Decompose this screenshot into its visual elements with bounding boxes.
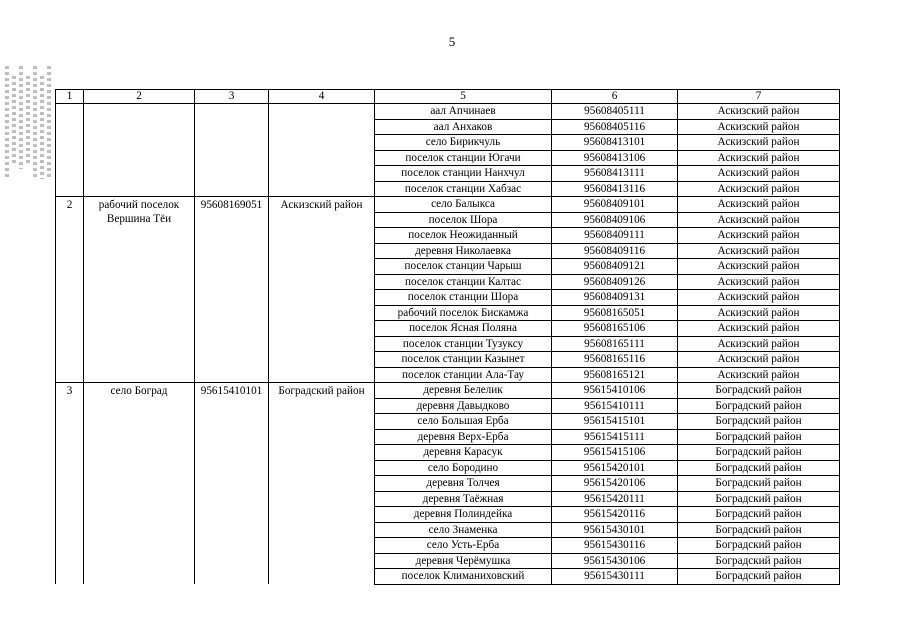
group-oktmo-code: 95615410101 [195,383,269,585]
settlement-cell: поселок станции Хабзас [375,181,552,197]
district-cell: Боградский район [678,553,840,569]
district-cell: Боградский район [678,522,840,538]
district-cell: Боградский район [678,414,840,430]
code-cell: 95615415106 [552,445,678,461]
settlement-cell: село Балыкса [375,197,552,213]
settlement-cell: село Знаменка [375,522,552,538]
table-row [56,104,840,120]
district-cell: Аскизский район [678,104,840,120]
code-cell: 95615430116 [552,538,678,554]
district-cell: Боградский район [678,429,840,445]
code-cell: 95608165121 [552,367,678,383]
code-cell: 95615430101 [552,522,678,538]
district-cell: Боградский район [678,491,840,507]
settlement-cell: поселок станции Казынет [375,352,552,368]
district-cell: Аскизский район [678,181,840,197]
settlement-cell: село Бородино [375,460,552,476]
group-number: 2 [56,197,84,383]
code-cell: 95615430106 [552,553,678,569]
district-cell: Аскизский район [678,352,840,368]
settlement-cell: поселок Ясная Поляна [375,321,552,337]
group-district: Боградский район [269,383,375,585]
district-cell: Боградский район [678,569,840,585]
district-cell: Аскизский район [678,150,840,166]
code-cell: 95608405111 [552,104,678,120]
code-cell: 95608409111 [552,228,678,244]
header-cell-6: 6 [552,90,678,104]
group-number [56,104,84,197]
header-cell-2: 2 [84,90,195,104]
group-settlement-name: село Боград [84,383,195,585]
code-cell: 95608165051 [552,305,678,321]
settlement-cell: аал Апчинаев [375,104,552,120]
settlement-cell: поселок Климаниховский [375,569,552,585]
code-cell: 95608413106 [552,150,678,166]
district-cell: Боградский район [678,476,840,492]
district-cell: Аскизский район [678,259,840,275]
code-cell: 95615420101 [552,460,678,476]
margin-stamp-image [5,66,51,178]
district-cell: Аскизский район [678,119,840,135]
code-cell: 95608409101 [552,197,678,213]
settlement-cell: деревня Давыдково [375,398,552,414]
group-settlement-name [84,104,195,197]
settlement-cell: село Бирикчуль [375,135,552,151]
settlement-cell: деревня Таёжная [375,491,552,507]
table-row [56,383,840,399]
code-cell: 95608409126 [552,274,678,290]
code-cell: 95615410106 [552,383,678,399]
settlement-cell: аал Анхаков [375,119,552,135]
group-district: Аскизский район [269,197,375,383]
settlement-cell: поселок Неожиданный [375,228,552,244]
code-cell: 95608165111 [552,336,678,352]
table-body [56,104,840,585]
code-cell: 95608413101 [552,135,678,151]
header-cell-3: 3 [195,90,269,104]
district-cell: Аскизский район [678,228,840,244]
district-cell: Боградский район [678,507,840,523]
district-cell: Аскизский район [678,212,840,228]
district-cell: Боградский район [678,460,840,476]
settlement-cell: рабочий поселок Бискамжа [375,305,552,321]
code-cell: 95615415101 [552,414,678,430]
settlement-cell: деревня Толчея [375,476,552,492]
settlement-cell: деревня Белелик [375,383,552,399]
settlement-cell: поселок станции Калтас [375,274,552,290]
code-cell: 95608409131 [552,290,678,306]
district-cell: Аскизский район [678,135,840,151]
district-cell: Боградский район [678,538,840,554]
code-cell: 95615420116 [552,507,678,523]
group-settlement-name: рабочий поселок Вершина Тёи [84,197,195,383]
page-number: 5 [448,34,456,49]
district-cell: Аскизский район [678,274,840,290]
district-cell: Аскизский район [678,243,840,259]
code-cell: 95615420111 [552,491,678,507]
header-row [56,90,840,104]
district-cell: Боградский район [678,445,840,461]
settlements-table [55,89,840,585]
settlement-cell: село Усть-Ерба [375,538,552,554]
settlement-cell: поселок станции Тузуксу [375,336,552,352]
code-cell: 95615415111 [552,429,678,445]
settlement-cell: деревня Николаевка [375,243,552,259]
code-cell: 95608405116 [552,119,678,135]
district-cell: Аскизский район [678,290,840,306]
settlement-cell: деревня Полиндейка [375,507,552,523]
settlement-cell: поселок станции Ала-Тау [375,367,552,383]
district-cell: Аскизский район [678,166,840,182]
code-cell: 95608409121 [552,259,678,275]
settlement-cell: поселок станции Нанхчул [375,166,552,182]
settlement-cell: деревня Карасук [375,445,552,461]
district-cell: Аскизский район [678,336,840,352]
group-number: 3 [56,383,84,585]
district-cell: Аскизский район [678,367,840,383]
settlement-cell: деревня Черёмушка [375,553,552,569]
district-cell: Аскизский район [678,321,840,337]
settlement-cell: поселок станции Югачи [375,150,552,166]
settlement-cell: поселок станции Чарыш [375,259,552,275]
group-oktmo-code: 95608169051 [195,197,269,383]
code-cell: 95615410111 [552,398,678,414]
settlement-cell: деревня Верх-Ерба [375,429,552,445]
district-cell: Боградский район [678,398,840,414]
header-cell-1: 1 [56,90,84,104]
code-cell: 95608409106 [552,212,678,228]
district-cell: Боградский район [678,383,840,399]
district-cell: Аскизский район [678,305,840,321]
code-cell: 95615420106 [552,476,678,492]
header-cell-5: 5 [375,90,552,104]
settlement-cell: поселок Шора [375,212,552,228]
group-district [269,104,375,197]
table-row [56,197,840,213]
code-cell: 95608413116 [552,181,678,197]
district-cell: Аскизский район [678,197,840,213]
settlement-cell: поселок станции Шора [375,290,552,306]
code-cell: 95608409116 [552,243,678,259]
code-cell: 95608413111 [552,166,678,182]
code-cell: 95615430111 [552,569,678,585]
code-cell: 95608165106 [552,321,678,337]
header-cell-4: 4 [269,90,375,104]
settlement-cell: село Большая Ерба [375,414,552,430]
code-cell: 95608165116 [552,352,678,368]
header-cell-7: 7 [678,90,840,104]
group-oktmo-code [195,104,269,197]
